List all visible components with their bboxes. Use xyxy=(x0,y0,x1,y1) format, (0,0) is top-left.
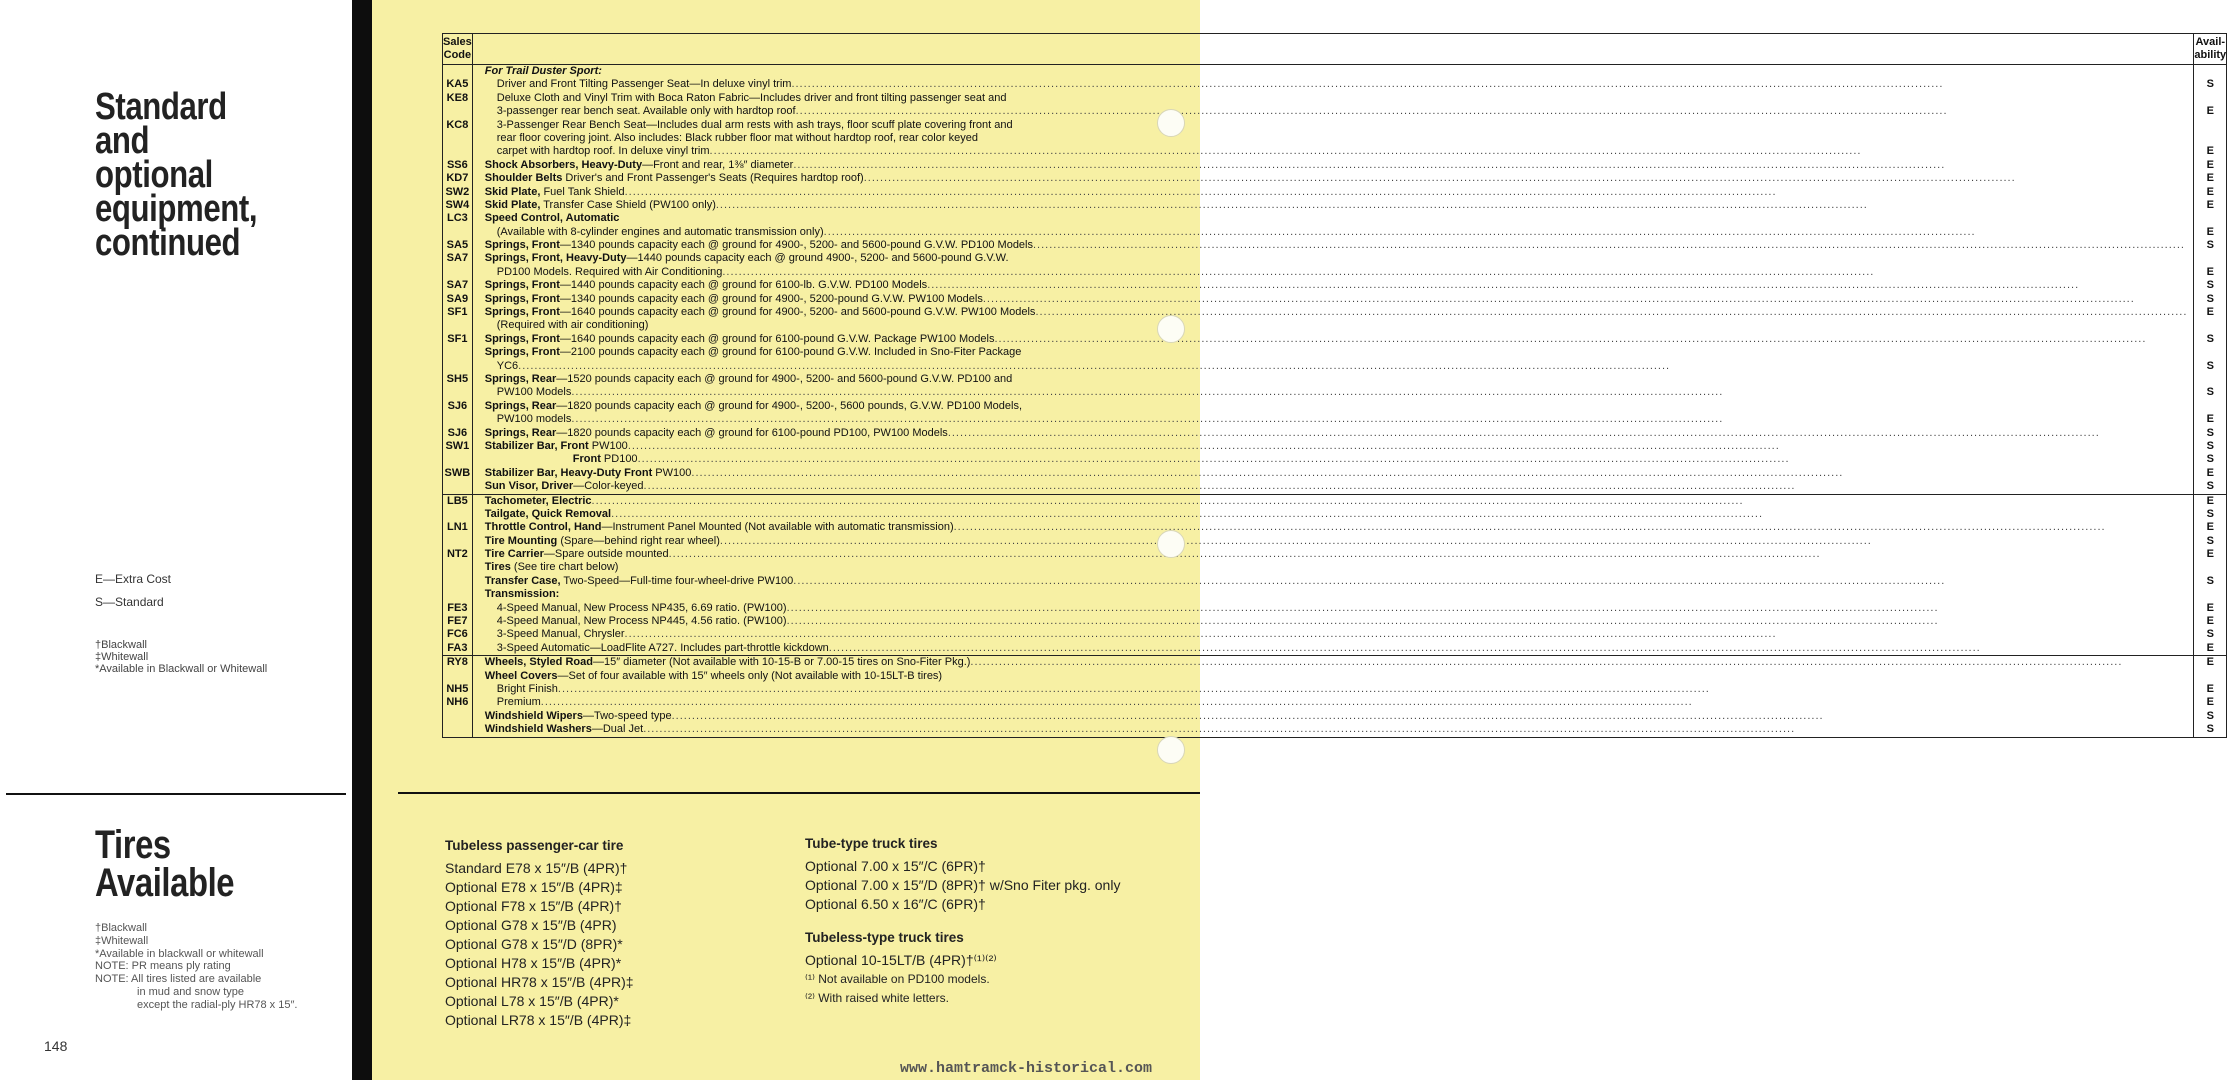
tires-note: *Available in blackwall or whitewall xyxy=(95,947,264,960)
equipment-description xyxy=(473,333,2194,346)
sales-code xyxy=(443,145,472,158)
availability: E xyxy=(2206,413,2214,426)
availability: S xyxy=(2206,709,2214,722)
item-detail: Fuel Tank Shield xyxy=(540,185,625,198)
item-detail: 3-Speed Manual, Chrysler xyxy=(496,628,625,641)
sales-code: KA5 xyxy=(446,78,469,91)
item-detail: 4-Speed Manual, New Process NP445, 4.56 ratio. (PW100) xyxy=(496,615,787,628)
availability xyxy=(2194,400,2226,413)
sales-code: SWB xyxy=(444,466,471,479)
equipment-description xyxy=(473,723,2194,736)
equipment-description xyxy=(473,92,2194,105)
item-detail: Driver's and Front Passenger's Seats (Requires hardtop roof) xyxy=(562,172,864,185)
item-name: Springs, Rear xyxy=(484,426,557,439)
equipment-description xyxy=(473,670,2194,683)
sales-code: KE8 xyxy=(446,91,469,104)
item-name: Springs, Front xyxy=(484,332,560,345)
item-name: Windshield Wipers xyxy=(484,709,583,722)
item-detail: —1820 pounds capacity each @ ground for 4900-, 5200-, 5600 pounds, G.V.W. PD100 Models, xyxy=(556,399,1023,412)
availability xyxy=(2194,65,2226,78)
note-either: *Available in Blackwall or Whitewall xyxy=(95,663,268,675)
sales-code: SA7 xyxy=(446,279,469,292)
availability: E xyxy=(2206,682,2214,695)
item-name: Stabilizer Bar, Heavy-Duty Front xyxy=(484,466,653,479)
sales-code: SF1 xyxy=(447,306,468,319)
equipment-description xyxy=(473,386,2194,399)
sales-code xyxy=(443,453,472,466)
item-detail: 3-passenger rear bench seat. Available only with hardtop roof xyxy=(496,105,796,118)
sales-code xyxy=(443,575,472,588)
availability-cell xyxy=(2194,65,2227,495)
equipment-description xyxy=(473,467,2194,480)
item-name: Wheel Covers xyxy=(484,669,558,682)
tire-item: Optional HR78 x 15″/B (4PR)‡ xyxy=(445,974,634,990)
availability: S xyxy=(2206,723,2214,736)
item-detail: Bright Finish xyxy=(496,682,558,695)
header-avail: Avail- ability xyxy=(2194,34,2227,65)
note-blackwall: †Blackwall xyxy=(95,639,147,651)
item-name: Springs, Rear xyxy=(484,399,557,412)
equipment-description xyxy=(473,319,2194,332)
availability: S xyxy=(2206,426,2214,439)
item-detail: —Spare outside mounted xyxy=(543,548,669,561)
sales-code xyxy=(443,386,472,399)
sales-code: SA7 xyxy=(446,252,469,265)
availability xyxy=(2194,212,2226,225)
equipment-description xyxy=(473,293,2194,306)
availability xyxy=(2194,561,2226,574)
availability: E xyxy=(2206,158,2214,171)
tire-item: Optional G78 x 15″/D (8PR)* xyxy=(445,936,623,952)
availability: S xyxy=(2206,574,2214,587)
sales-code: SH5 xyxy=(446,372,469,385)
item-detail: Transfer Case Shield (PW100 only) xyxy=(540,198,716,211)
sales-code xyxy=(443,319,472,332)
equipment-description xyxy=(473,186,2194,199)
sales-code xyxy=(443,65,472,78)
equipment-description xyxy=(473,413,2194,426)
sales-code xyxy=(443,480,472,493)
tire-item: Optional LR78 x 15″/B (4PR)‡ xyxy=(445,1012,632,1028)
legend-standard: S—Standard xyxy=(95,595,164,609)
availability: S xyxy=(2206,453,2214,466)
tubeless-truck-heading: Tubeless-type truck tires xyxy=(805,930,964,945)
item-name: Tachometer, Electric xyxy=(484,494,592,507)
item-detail: Two-Speed—Full-time four-wheel-drive PW100 xyxy=(560,574,794,587)
sales-code: LB5 xyxy=(446,494,468,507)
item-detail: —1340 pounds capacity each @ ground for 4900-, 5200-pound G.V.W. PW100 Models xyxy=(559,292,983,305)
tire-item: Optional L78 x 15″/B (4PR)* xyxy=(445,993,619,1009)
header-code: Sales Code xyxy=(443,34,473,65)
availability: E xyxy=(2206,641,2214,654)
availability: S xyxy=(2206,439,2214,452)
item-name: Transfer Case, xyxy=(484,574,561,587)
item-name: Springs, Front xyxy=(484,346,560,359)
item-detail: —15″ diameter (Not available with 10-15-B or 7.00-15 tires on Sno-Fiter Pkg.) xyxy=(592,656,971,669)
item-detail: PW100 xyxy=(588,439,628,452)
availability: E xyxy=(2206,696,2214,709)
page-number: 148 xyxy=(44,1038,68,1054)
title-line: and xyxy=(95,120,150,162)
sales-code: KD7 xyxy=(446,172,469,185)
sales-code xyxy=(443,132,472,145)
availability: E xyxy=(2206,494,2214,507)
description-cell xyxy=(472,494,2194,656)
item-name: Skid Plate, xyxy=(484,198,541,211)
sales-code xyxy=(443,266,472,279)
tire-item: Optional E78 x 15″/B (4PR)‡ xyxy=(445,879,623,895)
binder-hole xyxy=(1157,530,1185,558)
item-detail: PD100 xyxy=(600,453,638,466)
sales-code xyxy=(443,346,472,359)
tire-item: Optional H78 x 15″/B (4PR)* xyxy=(445,955,622,971)
item-detail: —Dual Jet xyxy=(591,723,644,736)
availability: E xyxy=(2206,225,2214,238)
sales-code xyxy=(443,360,472,373)
equipment-description xyxy=(473,119,2194,132)
sales-code xyxy=(443,670,472,683)
sales-code: SJ6 xyxy=(447,426,468,439)
sales-code xyxy=(443,588,472,601)
sales-code: NH5 xyxy=(446,682,469,695)
item-name: Skid Plate, xyxy=(484,185,541,198)
sales-code: FC6 xyxy=(446,628,468,641)
code-cell xyxy=(443,656,473,737)
availability: S xyxy=(2206,534,2214,547)
code-cell xyxy=(443,494,473,656)
availability: E xyxy=(2206,198,2214,211)
item-name: Tire Mounting xyxy=(484,534,558,547)
equipment-description xyxy=(473,132,2194,145)
sales-code xyxy=(443,105,472,118)
tube-truck-tires xyxy=(805,834,1120,914)
item-detail: 4-Speed Manual, New Process NP435, 6.69 ratio. (PW100) xyxy=(496,601,787,614)
item-detail: (Available with 8-cylinder engines and automatic transmission only) xyxy=(496,225,824,238)
tires-title xyxy=(95,823,235,905)
equipment-description xyxy=(473,628,2194,641)
description-cell xyxy=(472,656,2194,737)
tire-item: Optional 7.00 x 15″/C (6PR)† xyxy=(805,858,986,874)
item-name: Tire Carrier xyxy=(484,548,544,561)
title-line: optional xyxy=(95,154,213,196)
sales-code: RY8 xyxy=(446,656,468,669)
item-detail: (See tire chart below) xyxy=(510,561,619,574)
availability: S xyxy=(2206,480,2214,493)
item-name: Throttle Control, Hand xyxy=(484,521,602,534)
sales-code: LN1 xyxy=(446,521,468,534)
availability: E xyxy=(2206,548,2214,561)
availability: E xyxy=(2206,185,2214,198)
equipment-description xyxy=(473,642,2194,655)
item-detail: —Color-keyed xyxy=(573,480,644,493)
table-group xyxy=(443,65,2227,495)
section-title xyxy=(95,86,258,264)
item-detail: rear floor covering joint. Also includes: Black rubber floor mat without hardtop roof, rear color keyed xyxy=(496,131,978,144)
binder-hole xyxy=(1157,315,1185,343)
sales-code xyxy=(443,723,472,736)
tires-note: except the radial-ply HR78 x 15″. xyxy=(137,998,298,1011)
item-detail: —Set of four available with 15″ wheels only (Not available with 10-15LT-B tires) xyxy=(557,669,943,682)
item-detail: (Required with air conditioning) xyxy=(496,319,649,332)
availability: E xyxy=(2206,306,2214,319)
sales-code: LC3 xyxy=(446,212,468,225)
equipment-description xyxy=(473,373,2194,386)
equipment-description xyxy=(473,440,2194,453)
tire-item: Standard E78 x 15″/B (4PR)† xyxy=(445,860,628,876)
equipment-description xyxy=(473,427,2194,440)
tire-item: Optional 10-15LT/B (4PR)†⁽¹⁾⁽²⁾ xyxy=(805,952,997,968)
note-whitewall: ‡Whitewall xyxy=(95,651,149,663)
tire-item: Optional 6.50 x 16″/C (6PR)† xyxy=(805,896,986,912)
binder-hole xyxy=(1157,736,1185,764)
item-name: Shock Absorbers, Heavy-Duty xyxy=(484,158,643,171)
availability: S xyxy=(2206,78,2214,91)
availability: E xyxy=(2206,105,2214,118)
availability xyxy=(2194,588,2226,601)
table-header xyxy=(443,34,2227,65)
sales-code: KC8 xyxy=(446,118,469,131)
availability xyxy=(2194,119,2226,132)
sales-code: SJ6 xyxy=(447,399,468,412)
sales-code: NT2 xyxy=(446,548,468,561)
header-desc xyxy=(472,34,2194,65)
equipment-description xyxy=(473,172,2194,185)
legend xyxy=(95,572,171,610)
availability: E xyxy=(2206,265,2214,278)
availability xyxy=(2194,252,2226,265)
sales-code xyxy=(443,535,472,548)
item-detail: —Two-speed type xyxy=(582,709,672,722)
equipment-description xyxy=(473,159,2194,172)
availability-cell xyxy=(2194,494,2227,656)
item-name: Springs, Front xyxy=(484,292,560,305)
availability: S xyxy=(2206,386,2214,399)
item-detail: —Front and rear, 1⅜″ diameter xyxy=(642,158,794,171)
sales-code xyxy=(443,413,472,426)
equipment-description xyxy=(473,252,2194,265)
availability: S xyxy=(2206,359,2214,372)
tires-note: †Blackwall xyxy=(95,922,147,934)
availability: S xyxy=(2206,279,2214,292)
availability: E xyxy=(2206,615,2214,628)
equipment-description xyxy=(473,279,2194,292)
tires-note: NOTE: All tires listed are available xyxy=(95,973,262,986)
sales-code: SW4 xyxy=(445,198,470,211)
tire-item: Optional G78 x 15″/B (4PR) xyxy=(445,917,617,933)
equipment-description xyxy=(473,561,2194,574)
item-name: Sun Visor, Driver xyxy=(484,480,574,493)
equipment-description xyxy=(473,710,2194,723)
table-group xyxy=(443,494,2227,656)
tires-note: in mud and snow type xyxy=(137,985,245,998)
item-detail: PD100 Models. Required with Air Conditioning xyxy=(496,265,723,278)
availability xyxy=(2194,346,2226,359)
legend-notes xyxy=(95,639,267,675)
equipment-description xyxy=(473,588,2194,601)
availability: S xyxy=(2206,292,2214,305)
item-name: Springs, Front xyxy=(484,239,560,252)
item-detail: PW100 Models xyxy=(496,386,572,399)
equipment-description xyxy=(473,105,2194,118)
item-name: Stabilizer Bar, Front xyxy=(484,439,589,452)
sales-code: SF1 xyxy=(447,332,468,345)
item-detail: —1640 pounds capacity each @ ground for 6100-pound G.V.W. Package PW100 Models xyxy=(559,332,995,345)
item-detail: —2100 pounds capacity each @ ground for 6100-pound G.V.W. Included in Sno-Fiter Package xyxy=(559,346,1022,359)
equipment-description xyxy=(473,615,2194,628)
item-name: Springs, Front, Heavy-Duty xyxy=(484,252,627,265)
item-detail: —Instrument Panel Mounted (Not available with automatic transmission) xyxy=(601,521,954,534)
availability-cell xyxy=(2194,656,2227,737)
equipment-description xyxy=(473,480,2194,493)
availability xyxy=(2194,132,2226,145)
availability: E xyxy=(2206,656,2214,669)
equipment-description xyxy=(473,696,2194,709)
equipment-description xyxy=(473,495,2194,508)
equipment-description xyxy=(473,602,2194,615)
sales-code: SA5 xyxy=(446,239,469,252)
equipment-description xyxy=(473,656,2194,669)
availability xyxy=(2194,670,2226,683)
item-name: Speed Control, Automatic xyxy=(484,212,620,225)
equipment-description xyxy=(473,266,2194,279)
tire-footnote: ⁽²⁾ With raised white letters. xyxy=(805,991,949,1005)
equipment-description xyxy=(473,575,2194,588)
subheading: For Trail Duster Sport: xyxy=(484,65,602,77)
item-detail: Driver and Front Tilting Passenger Seat—In deluxe vinyl trim xyxy=(496,78,792,91)
sales-code xyxy=(443,508,472,521)
sales-code xyxy=(443,561,472,574)
legend-extra-cost: E—Extra Cost xyxy=(95,572,172,586)
passenger-tires xyxy=(445,836,634,1030)
availability: S xyxy=(2206,332,2214,345)
item-name: Springs, Front xyxy=(484,306,560,319)
item-name: Front xyxy=(572,453,601,466)
equipment-description xyxy=(473,199,2194,212)
sales-code: SA9 xyxy=(446,292,469,305)
availability: S xyxy=(2206,507,2214,520)
equipment-description xyxy=(473,226,2194,239)
description-cell xyxy=(472,65,2194,495)
tires-note: ‡Whitewall xyxy=(95,934,149,947)
tire-item: Optional F78 x 15″/B (4PR)† xyxy=(445,898,622,914)
item-name: Shoulder Belts xyxy=(484,172,563,185)
sales-code: FE7 xyxy=(447,615,468,628)
sales-code: FA3 xyxy=(447,641,468,654)
tires-note: NOTE: PR means ply rating xyxy=(95,960,231,973)
item-detail: YC6 xyxy=(496,359,519,372)
code-cell xyxy=(443,65,473,495)
equipment-description xyxy=(473,145,2194,158)
availability: E xyxy=(2206,172,2214,185)
sales-code: FE3 xyxy=(447,601,468,614)
item-detail: (Spare—behind right rear wheel) xyxy=(557,534,720,547)
tires-title-line: Available xyxy=(95,861,235,905)
equipment-description xyxy=(473,548,2194,561)
binder-hole xyxy=(1157,109,1185,137)
passenger-tires-heading: Tubeless passenger-car tire xyxy=(445,838,624,853)
availability: E xyxy=(2206,466,2214,479)
equipment-description xyxy=(473,453,2194,466)
equipment-description xyxy=(473,360,2194,373)
item-name: Springs, Front xyxy=(484,279,560,292)
item-detail: —1520 pounds capacity each @ ground for 4900-, 5200- and 5600-pound G.V.W. PD100 and xyxy=(556,372,1013,385)
availability: S xyxy=(2206,628,2214,641)
tire-item: Optional 7.00 x 15″/D (8PR)† w/Sno Fiter pkg. only xyxy=(805,877,1121,893)
title-line: Standard xyxy=(95,86,227,128)
availability: E xyxy=(2206,601,2214,614)
equipment-description xyxy=(473,521,2194,534)
availability: E xyxy=(2206,145,2214,158)
item-detail: 3-Passenger Rear Bench Seat—Includes dual arm rests with ash trays, floor scuff plate covering front and xyxy=(496,118,1013,131)
sales-code: NH6 xyxy=(446,696,469,709)
sales-code: SW1 xyxy=(445,439,470,452)
item-detail: 3-Speed Automatic—LoadFlite A727. Includes part-throttle kickdown xyxy=(496,641,829,654)
item-detail: PW100 xyxy=(652,466,692,479)
equipment-description xyxy=(473,306,2194,319)
item-name: Tailgate, Quick Removal xyxy=(484,507,612,520)
table-group xyxy=(443,656,2227,737)
binding-bar xyxy=(352,0,372,1080)
table-body xyxy=(443,65,2227,738)
item-name: Tires xyxy=(484,561,511,574)
item-detail: —1820 pounds capacity each @ ground for 6100-pound PD100, PW100 Models xyxy=(556,426,948,439)
equipment-description xyxy=(473,683,2194,696)
item-detail: PW100 models xyxy=(496,413,572,426)
item-detail: —1440 pounds capacity each @ ground 4900-, 5200- and 5600-pound G.V.W. xyxy=(626,252,1009,265)
equipment-description xyxy=(473,535,2194,548)
item-detail: Deluxe Cloth and Vinyl Trim with Boca Raton Fabric—Includes driver and front tilting passenger seat and xyxy=(496,91,1007,104)
item-name: Springs, Rear xyxy=(484,372,557,385)
availability xyxy=(2194,92,2226,105)
tires-title-line: Tires xyxy=(95,823,171,867)
equipment-description xyxy=(473,65,2194,78)
item-name: Transmission: xyxy=(484,588,560,601)
watermark: www.hamtramck-historical.com xyxy=(900,1060,1153,1077)
tubeless-truck-tires xyxy=(805,928,997,1008)
title-line: continued xyxy=(95,222,241,264)
item-detail: Premium xyxy=(496,696,541,709)
equipment-table xyxy=(442,33,2227,738)
item-detail: carpet with hardtop roof. In deluxe vinyl trim xyxy=(496,145,710,158)
item-detail: —1340 pounds capacity each @ ground for 4900-, 5200- and 5600-pound G.V.W. PD100 Models xyxy=(559,239,1033,252)
item-detail: —1440 pounds capacity each @ ground for 6100-lb. G.V.W. PD100 Models xyxy=(559,279,928,292)
sales-code xyxy=(443,710,472,723)
availability: S xyxy=(2206,239,2214,252)
availability xyxy=(2194,319,2226,332)
equipment-description xyxy=(473,239,2194,252)
divider-left xyxy=(6,793,346,795)
item-detail: —1640 pounds capacity each @ ground for 4900-, 5200- and 5600-pound G.V.W. PW100 Models xyxy=(559,306,1036,319)
equipment-description xyxy=(473,78,2194,91)
item-name: Wheels, Styled Road xyxy=(484,656,593,669)
equipment-description xyxy=(473,508,2194,521)
equipment-description xyxy=(473,400,2194,413)
sales-code: SW2 xyxy=(445,185,470,198)
equipment-description xyxy=(473,212,2194,225)
sales-code: SS6 xyxy=(446,158,468,171)
tire-footnote: ⁽¹⁾ Not available on PD100 models. xyxy=(805,972,990,986)
tube-truck-heading: Tube-type truck tires xyxy=(805,836,938,851)
sales-code xyxy=(443,226,472,239)
title-line: equipment, xyxy=(95,188,258,230)
equipment-description xyxy=(473,346,2194,359)
availability: E xyxy=(2206,521,2214,534)
item-name: Windshield Washers xyxy=(484,723,592,736)
tires-notes xyxy=(95,922,297,1012)
availability xyxy=(2194,373,2226,386)
divider-right xyxy=(398,792,1200,794)
